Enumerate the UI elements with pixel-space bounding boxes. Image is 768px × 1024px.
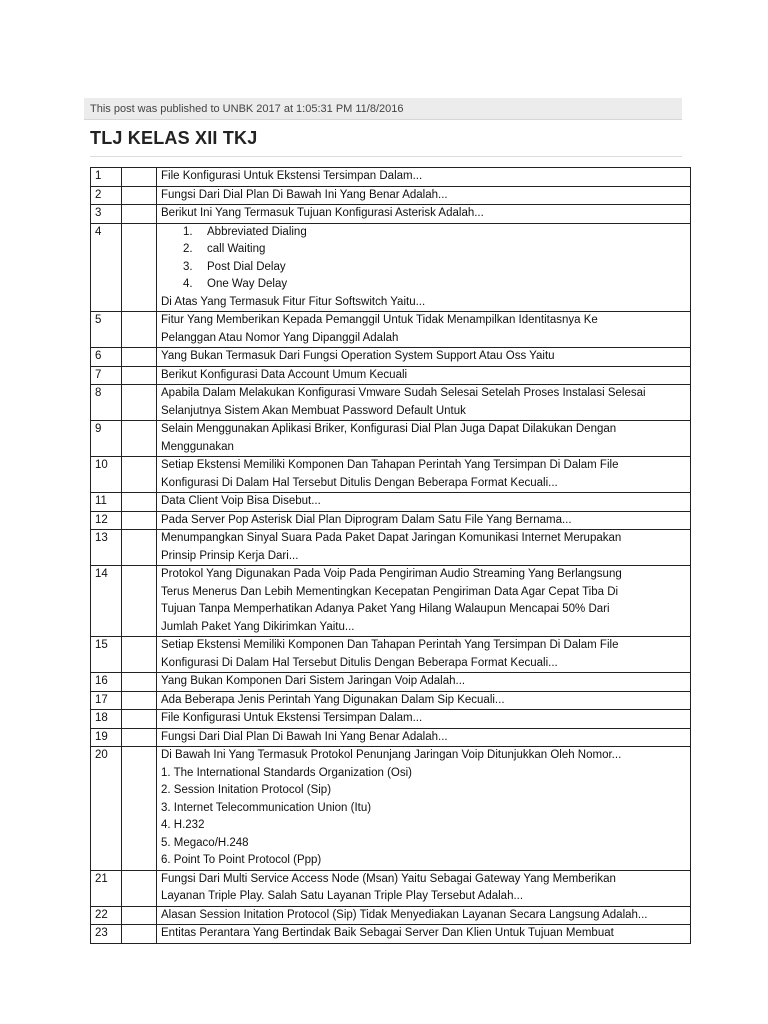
question-line: Fungsi Dari Dial Plan Di Bawah Ini Yang Benar Adalah...	[161, 188, 448, 201]
answer-cell	[122, 168, 157, 187]
question-line: 1. The International Standards Organization (Osi)	[161, 766, 413, 779]
answer-cell	[122, 728, 157, 747]
question-cell	[157, 186, 691, 205]
answer-cell	[122, 348, 157, 367]
table-row	[91, 637, 691, 673]
question-line: 3. Internet Telecommunication Union (Itu)	[161, 801, 372, 814]
question-table-body	[91, 168, 691, 944]
question-cell	[157, 168, 691, 187]
option-item	[161, 241, 686, 259]
row-number: 9	[91, 421, 122, 457]
question-line: Berikut Konfigurasi Data Account Umum Kecuali	[161, 368, 408, 381]
question-cell	[157, 637, 691, 673]
option-text: Abbreviated Dialing	[207, 225, 307, 238]
row-number: 4	[91, 223, 122, 312]
question-cell	[157, 348, 691, 367]
question-line: Selanjutnya Sistem Akan Membuat Password Default Untuk	[161, 404, 466, 417]
question-cell	[157, 366, 691, 385]
question-cell	[157, 673, 691, 692]
row-number: 21	[91, 870, 122, 906]
answer-cell	[122, 457, 157, 493]
question-cell	[157, 530, 691, 566]
question-line: Ada Beberapa Jenis Perintah Yang Digunakan Dalam Sip Kecuali...	[161, 693, 505, 706]
table-row	[91, 205, 691, 224]
row-number: 22	[91, 906, 122, 925]
question-line: File Konfigurasi Untuk Ekstensi Tersimpan Dalam...	[161, 170, 423, 182]
table-row	[91, 906, 691, 925]
row-number: 12	[91, 511, 122, 530]
answer-cell	[122, 673, 157, 692]
row-number: 14	[91, 566, 122, 637]
table-row	[91, 925, 691, 944]
question-cell	[157, 205, 691, 224]
answer-cell	[122, 312, 157, 348]
question-cell	[157, 223, 691, 312]
question-cell	[157, 385, 691, 421]
question-line: Pada Server Pop Asterisk Dial Plan Diprogram Dalam Satu File Yang Bernama...	[161, 513, 572, 526]
option-item	[161, 259, 686, 277]
row-number: 13	[91, 530, 122, 566]
table-row	[91, 710, 691, 729]
question-line: Terus Menerus Dan Lebih Mementingkan Kecepatan Pengiriman Data Agar Cepat Tiba Di	[161, 585, 619, 598]
question-line: Setiap Ekstensi Memiliki Komponen Dan Tahapan Perintah Yang Tersimpan Di Dalam File	[161, 459, 619, 471]
question-line: Setiap Ekstensi Memiliki Komponen Dan Tahapan Perintah Yang Tersimpan Di Dalam File	[161, 639, 619, 651]
option-number: 4.	[183, 278, 193, 290]
row-number: 16	[91, 673, 122, 692]
question-line: Prinsip Prinsip Kerja Dari...	[161, 549, 299, 562]
table-row	[91, 870, 691, 906]
answer-cell	[122, 421, 157, 457]
option-text: call Waiting	[207, 243, 266, 255]
question-line: Layanan Triple Play. Salah Satu Layanan Triple Play Tersebut Adalah...	[161, 890, 524, 902]
page-title: TLJ KELAS XII TKJ	[90, 128, 258, 148]
question-cell	[157, 691, 691, 710]
answer-cell	[122, 511, 157, 530]
option-item	[161, 276, 686, 294]
answer-cell	[122, 385, 157, 421]
table-row	[91, 493, 691, 512]
table-row	[91, 385, 691, 421]
table-row	[91, 530, 691, 566]
option-number: 3.	[183, 260, 193, 273]
question-line: Protokol Yang Digunakan Pada Voip Pada Pengiriman Audio Streaming Yang Berlangsung	[161, 568, 622, 580]
question-line: 2. Session Initation Protocol (Sip)	[161, 784, 332, 796]
row-number: 10	[91, 457, 122, 493]
question-line: 6. Point To Point Protocol (Ppp)	[161, 854, 322, 866]
answer-cell	[122, 366, 157, 385]
option-item	[161, 224, 686, 242]
question-line: Jumlah Paket Yang Dikirimkan Yaitu...	[161, 620, 355, 633]
question-cell	[157, 312, 691, 348]
question-line: Fungsi Dari Dial Plan Di Bawah Ini Yang Benar Adalah...	[161, 730, 448, 743]
row-number: 18	[91, 710, 122, 729]
question-cell	[157, 493, 691, 512]
answer-cell	[122, 205, 157, 224]
table-row	[91, 511, 691, 530]
option-number: 1.	[183, 225, 193, 238]
question-cell	[157, 457, 691, 493]
question-line: Fitur Yang Memberikan Kepada Pemanggil Untuk Tidak Menampilkan Identitasnya Ke	[161, 314, 598, 326]
question-cell	[157, 421, 691, 457]
table-row	[91, 747, 691, 871]
option-text: Post Dial Delay	[207, 260, 286, 273]
question-cell	[157, 566, 691, 637]
question-cell	[157, 747, 691, 871]
question-line: Entitas Perantara Yang Bertindak Baik Sebagai Server Dan Klien Untuk Tujuan Membuat	[161, 927, 614, 939]
row-number: 3	[91, 205, 122, 224]
table-row	[91, 566, 691, 637]
row-number: 1	[91, 168, 122, 187]
question-cell	[157, 870, 691, 906]
answer-cell	[122, 223, 157, 312]
row-number: 19	[91, 728, 122, 747]
row-number: 17	[91, 691, 122, 710]
row-number: 8	[91, 385, 122, 421]
question-table	[90, 167, 691, 944]
row-number: 20	[91, 747, 122, 871]
question-line: Selain Menggunakan Aplikasi Briker, Konfigurasi Dial Plan Juga Dapat Dilakukan Dengan	[161, 423, 617, 435]
answer-cell	[122, 637, 157, 673]
question-line: 4. H.232	[161, 819, 205, 831]
table-row	[91, 186, 691, 205]
question-line: File Konfigurasi Untuk Ekstensi Tersimpan Dalam...	[161, 712, 423, 724]
answer-cell	[122, 691, 157, 710]
table-row	[91, 673, 691, 692]
table-row	[91, 168, 691, 187]
row-number: 5	[91, 312, 122, 348]
question-line: Yang Bukan Komponen Dari Sistem Jaringan Voip Adalah...	[161, 675, 466, 687]
table-row	[91, 348, 691, 367]
table-row	[91, 421, 691, 457]
answer-cell	[122, 530, 157, 566]
row-number: 2	[91, 186, 122, 205]
table-row	[91, 728, 691, 747]
question-line: Konfigurasi Di Dalam Hal Tersebut Ditulis Dengan Beberapa Format Kecuali...	[161, 476, 558, 489]
question-cell	[157, 925, 691, 944]
answer-cell	[122, 747, 157, 871]
question-cell	[157, 906, 691, 925]
table-row	[91, 312, 691, 348]
publish-note: This post was published to UNBK 2017 at 1:05:31 PM 11/8/2016	[84, 98, 682, 120]
question-cell	[157, 511, 691, 530]
option-list	[161, 224, 686, 294]
row-number: 7	[91, 366, 122, 385]
question-line: Apabila Dalam Melakukan Konfigurasi Vmware Sudah Selesai Setelah Proses Instalasi Selesai	[161, 387, 646, 399]
answer-cell	[122, 493, 157, 512]
question-line: Berikut Ini Yang Termasuk Tujuan Konfigurasi Asterisk Adalah...	[161, 207, 484, 219]
answer-cell	[122, 870, 157, 906]
question-line: Yang Bukan Termasuk Dari Fungsi Operation System Support Atau Oss Yaitu	[161, 350, 555, 362]
question-line: 5. Megaco/H.248	[161, 836, 249, 849]
row-number: 23	[91, 925, 122, 944]
answer-cell	[122, 906, 157, 925]
option-text: One Way Delay	[207, 278, 288, 290]
row-number: 15	[91, 637, 122, 673]
answer-cell	[122, 566, 157, 637]
question-line: Konfigurasi Di Dalam Hal Tersebut Ditulis Dengan Beberapa Format Kecuali...	[161, 656, 558, 669]
question-line: Di Bawah Ini Yang Termasuk Protokol Penunjang Jaringan Voip Ditunjukkan Oleh Nomor...	[161, 749, 622, 761]
question-line: Fungsi Dari Multi Service Access Node (Msan) Yaitu Sebagai Gateway Yang Memberikan	[161, 872, 616, 885]
row-number: 11	[91, 493, 122, 512]
table-row	[91, 223, 691, 312]
table-row	[91, 366, 691, 385]
row-number: 6	[91, 348, 122, 367]
title-divider	[90, 156, 682, 157]
question-line: Data Client Voip Bisa Disebut...	[161, 495, 321, 507]
question-line: Tujuan Tanpa Memperhatikan Adanya Paket Yang Hilang Walaupun Mencapai 50% Dari	[161, 603, 610, 615]
table-row	[91, 457, 691, 493]
question-cell	[157, 710, 691, 729]
answer-cell	[122, 925, 157, 944]
option-number: 2.	[183, 243, 193, 255]
table-row	[91, 691, 691, 710]
question-line: Alasan Session Initation Protocol (Sip) Tidak Menyediakan Layanan Secara Langsung Adalah...	[161, 908, 648, 921]
answer-cell	[122, 186, 157, 205]
question-line: Menumpangkan Sinyal Suara Pada Paket Dapat Jaringan Komunikasi Internet Merupakan	[161, 532, 622, 544]
answer-cell	[122, 710, 157, 729]
question-line: Pelanggan Atau Nomor Yang Dipanggil Adalah	[161, 331, 399, 344]
question-cell	[157, 728, 691, 747]
question-text: Di Atas Yang Termasuk Fitur Fitur Softswitch Yaitu...	[161, 295, 426, 308]
question-line: Menggunakan	[161, 440, 234, 453]
